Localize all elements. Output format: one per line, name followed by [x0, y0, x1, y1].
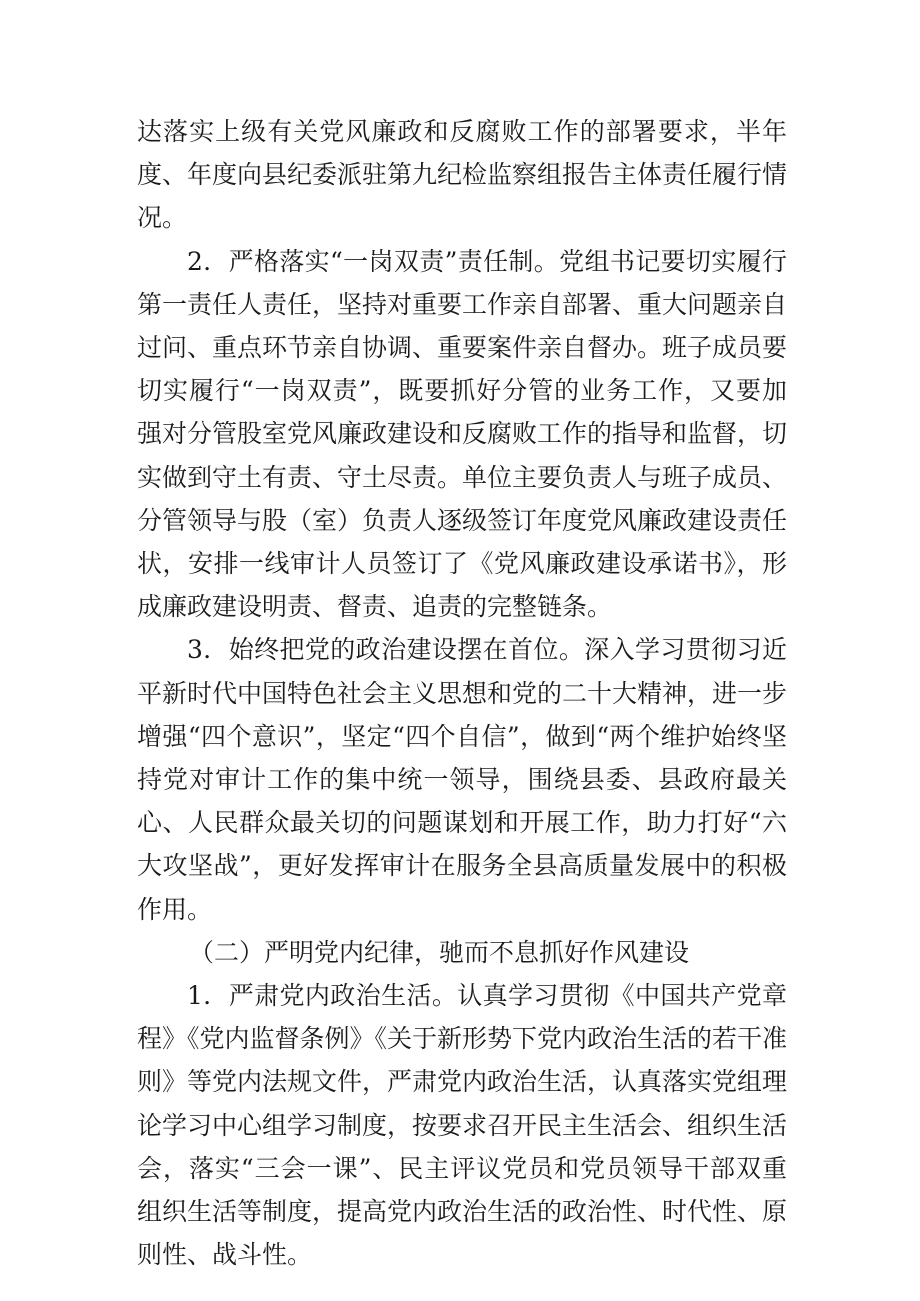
section-heading-2: （二）严明党内纪律，驰而不息抓好作风建设 [189, 937, 690, 967]
paragraph-item-3-political-construction: 3．始终把党的政治建设摆在首位。深入学习贯彻习近平新时代中国特色社会主义思想和党的二十大精神，进一步增强“四个意识”，坚定“四个自信”，做到“两个维护始终坚持党对审计工作的集中统一领导，围绕县委、县政府最关心、人民群众最关切的问题谋划和开展工作，助力打好“六大攻坚战”，更好发挥审计在服务全县高质量发展中的积极作用。 [137, 635, 788, 924]
paragraph-continuation: 达落实上级有关党风廉政和反腐败工作的部署要求，半年度、年度向县纪委派驻第九纪检监察组报告主体责任履行情况。 [137, 117, 788, 233]
paragraph-item-1-party-political-life: 1．严肃党内政治生活。认真学习贯彻《中国共产党章程》《党内监督条例》《关于新形势下党内政治生活的若干准则》等党内法规文件，严肃党内政治生活，认真落实党组理论学习中心组学习制度，按要求召开民主生活会、组织生活会，落实“三会一课”、民主评议党员和党员领导干部双重组织生活等制度，提高党内政治生活的政治性、时代性、原则性、战斗性。 [137, 981, 788, 1270]
paragraph-item-2-yigang-shuangze: 2．严格落实“一岗双责”责任制。党组书记要切实履行第一责任人责任，坚持对重要工作亲自部署、重大问题亲自过问、重点环节亲自协调、重要案件亲自督办。班子成员要切实履行“一岗双责”，既要抓好分管的业务工作，又要加强对分管股室党风廉政建设和反腐败工作的指导和监督，切实做到守土有责、守土尽责。单位主要负责人与班子成员、分管领导与股（室）负责人逐级签订年度党风廉政建设责任状，安排一线审计人员签订了《党风廉政建设承诺书》，形成廉政建设明责、督责、追责的完整链条。 [137, 246, 788, 622]
document-body [137, 110, 787, 1276]
